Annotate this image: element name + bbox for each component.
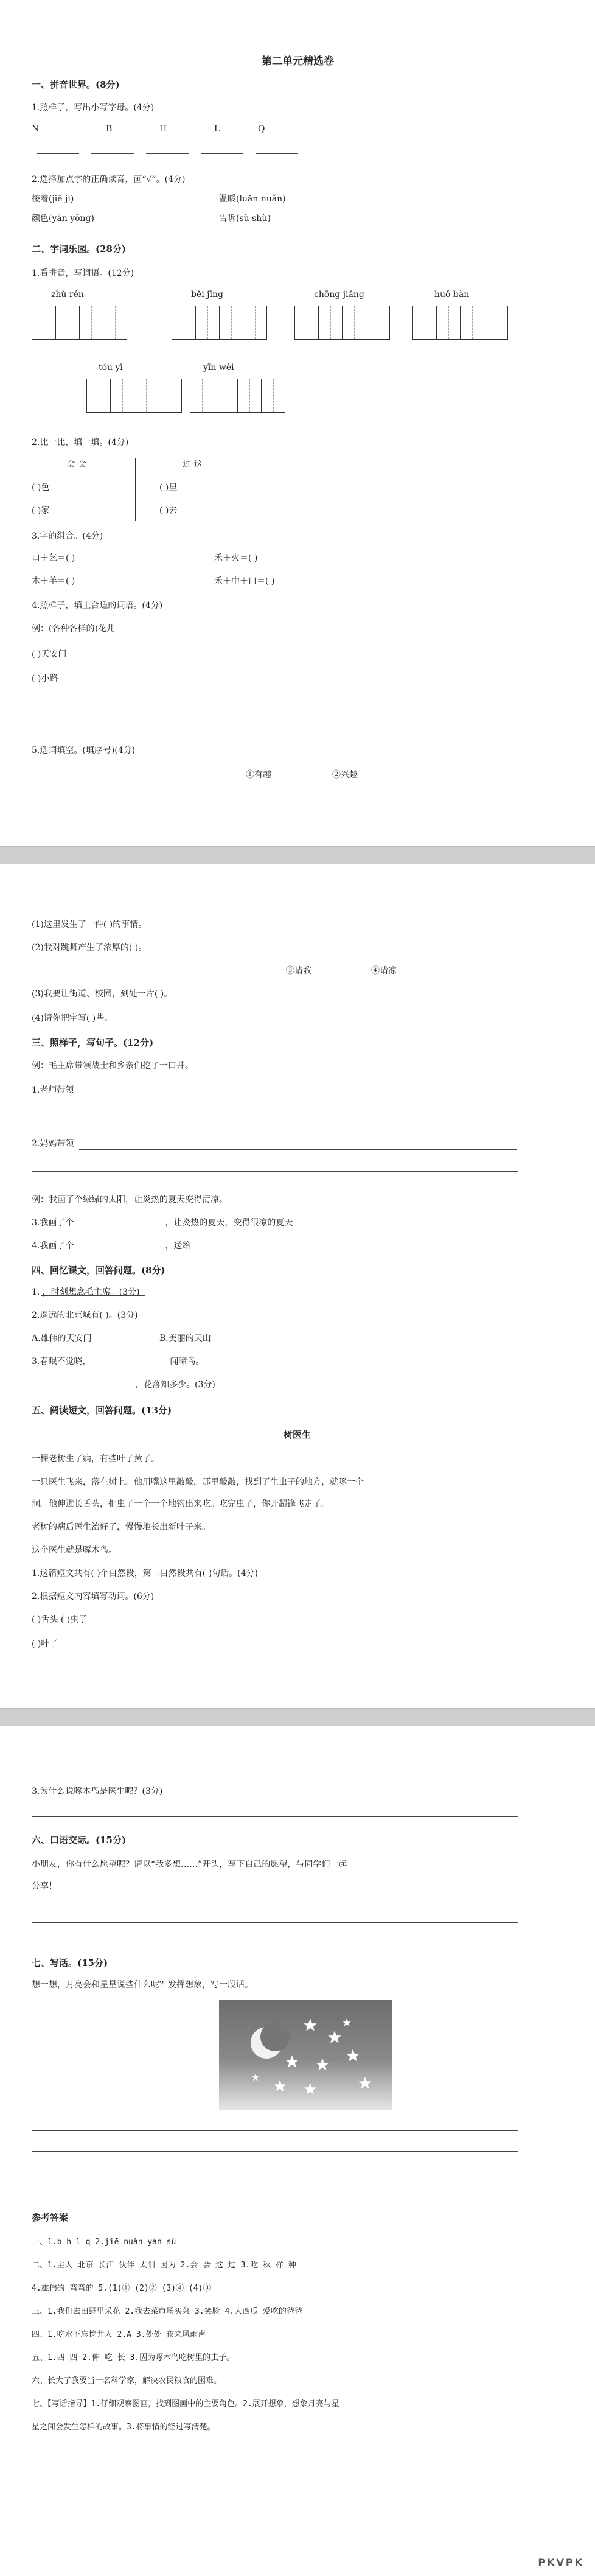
pinyin-choice[interactable]: 温暖(luǎn nuǎn) xyxy=(219,194,286,204)
poem-line: 闻啼鸟。 xyxy=(170,1357,204,1367)
fill-sentence[interactable]: (2)我对跳舞产生了浓厚的( )。 xyxy=(32,943,147,953)
phrase-fill[interactable]: ( )天安门 xyxy=(32,649,67,659)
section-6-heading: 六、口语交际。(15分) xyxy=(32,1835,127,1846)
compare-fill[interactable]: ( )去 xyxy=(159,506,178,516)
write-prompt: 2.妈妈带领 xyxy=(32,1139,74,1149)
poem-line: ，花落知多少。(3分) xyxy=(135,1380,215,1390)
cap-letter: L xyxy=(214,124,220,134)
answer-line[interactable] xyxy=(201,153,243,154)
story-paragraph: 这个医生就是啄木鸟。 xyxy=(32,1545,117,1555)
answer-line[interactable] xyxy=(32,1922,518,1923)
write-prompt xyxy=(32,1239,288,1251)
page-title: 第二单元精选卷 xyxy=(262,55,334,68)
word-option: ②兴趣 xyxy=(332,770,358,780)
story-paragraph: 一棵老树生了病，有些叶子黄了。 xyxy=(32,1454,159,1464)
word-option: ④请凉 xyxy=(371,966,397,976)
choice-option-a[interactable]: A.雄伟的天安门 xyxy=(32,1334,92,1343)
answer-blank[interactable] xyxy=(32,1381,135,1390)
pinyin-label: chōng jiǎng xyxy=(314,290,364,299)
watermark-logo: PKVPK xyxy=(538,2557,584,2568)
answer-blank[interactable] xyxy=(74,1219,165,1228)
phrase-fill[interactable]: ( )小路 xyxy=(32,674,58,684)
recall-question xyxy=(32,1378,215,1390)
cap-letter: Q xyxy=(258,124,265,134)
word-option: ③请教 xyxy=(286,966,311,976)
answer-line-text: 二、1.主人 北京 长江 伙伴 太阳 因为 2.会 会 这 过 3.吃 秋 样 种 xyxy=(32,2261,296,2270)
q7-text: 5.选词填空。(填序号)(4分) xyxy=(32,746,136,755)
story-title: 树医生 xyxy=(284,1429,311,1440)
oral-prompt: 分享！ xyxy=(32,1881,57,1891)
write-prefix: 4.我画了个 xyxy=(32,1241,74,1251)
page-separator xyxy=(0,846,595,864)
write-prompt: 1.老师带领 xyxy=(32,1085,74,1095)
recall-question: 2.遥远的北京城有( )。(3分) xyxy=(32,1311,138,1320)
pinyin-label: tóu yī xyxy=(99,363,123,373)
answer-line[interactable] xyxy=(32,1816,518,1817)
compare-fill[interactable]: ( )色 xyxy=(32,483,50,492)
verb-fill[interactable]: ( )舌头 ( )虫子 xyxy=(32,1615,88,1625)
page-1 xyxy=(0,0,595,846)
write-prompt xyxy=(32,1216,293,1228)
tian-grid[interactable] xyxy=(86,379,182,413)
pinyin-choice[interactable]: 告诉(sù shù) xyxy=(219,214,271,223)
writing-prompt-text: 想一想，月亮会和星星说些什么呢？发挥想象，写一段话。 xyxy=(32,1980,253,1990)
answer-line-text: 四、1.吃水不忘挖井人 2.A 3.处处 夜来风雨声 xyxy=(32,2330,206,2339)
pinyin-label: zhǔ rén xyxy=(51,290,84,299)
combine-fill[interactable]: 禾＋火＝( ) xyxy=(214,553,258,563)
compare-head-left: 会 会 xyxy=(67,460,87,469)
q3-text: 1.看拼音，写词语。(12分) xyxy=(32,268,134,278)
moon-stars-picture xyxy=(219,2000,392,2110)
fill-sentence[interactable]: (3)我要让街道、校园，到处一片( )。 xyxy=(32,989,173,999)
pinyin-label: huǒ bàn xyxy=(434,290,470,299)
pinyin-label: yīn wèi xyxy=(203,363,234,373)
pinyin-choice[interactable]: 接着(jiē jì) xyxy=(32,194,74,204)
moon-stars-illustration xyxy=(219,2000,392,2110)
answer-blank[interactable] xyxy=(91,1358,170,1367)
tian-grid[interactable] xyxy=(190,379,285,413)
answer-key-title: 参考答案 xyxy=(32,2212,69,2223)
q4-text: 2.比一比，填一填。(4分) xyxy=(32,438,129,447)
choice-option-b[interactable]: B.美丽的天山 xyxy=(159,1334,211,1343)
fill-sentence[interactable]: (1)这里发生了一件( )的事情。 xyxy=(32,920,147,929)
section-1-heading: 一、拼音世界。(8分) xyxy=(32,79,120,90)
story-paragraph: 老树的病后医生治好了，慢慢地长出新叶子来。 xyxy=(32,1522,211,1532)
cap-letter: B xyxy=(106,124,113,134)
combine-fill[interactable]: 口＋乞＝( ) xyxy=(32,553,75,563)
answer-line[interactable] xyxy=(37,153,79,154)
recall-question: 1. ，时刻想念毛主席。(3分) xyxy=(32,1287,140,1297)
pinyin-choice[interactable]: 颜色(yán yōng) xyxy=(32,214,94,223)
compare-fill[interactable]: ( )家 xyxy=(32,506,50,516)
answer-line-text: 一、1.b h l q 2.jiē nuǎn yán sù xyxy=(32,2238,176,2247)
combine-fill[interactable]: 木＋羊＝( ) xyxy=(32,576,75,586)
fill-sentence[interactable]: (4)请你把字写( )些。 xyxy=(32,1013,113,1023)
example-text: 例：毛主席带领战士和乡亲们挖了一口井。 xyxy=(32,1061,193,1071)
combine-fill[interactable]: 禾＋中＋口＝( ) xyxy=(214,576,275,586)
section-5-heading: 五、阅读短文，回答问题。(13分) xyxy=(32,1405,172,1416)
poem-line: 3.春眠不觉晓， xyxy=(32,1357,91,1367)
section-2-heading: 二、字词乐园。(28分) xyxy=(32,243,127,254)
cap-letter: H xyxy=(159,124,167,134)
answer-line[interactable] xyxy=(32,2151,518,2152)
q2-text: 2.选择加点字的正确读音，画“√”。(4分) xyxy=(32,175,186,184)
pinyin-label: běi jīng xyxy=(191,290,223,299)
answer-line[interactable] xyxy=(32,1171,518,1172)
cap-letter: N xyxy=(32,124,40,134)
story-paragraph: 一只医生飞来，落在树上。他用嘴这里敲敲，那里敲敲，找到了生虫子的地方，就啄一个 xyxy=(32,1477,364,1487)
example-text: 例：(各种各样的)花儿 xyxy=(32,624,115,634)
section-3-heading: 三、照样子，写句子。(12分) xyxy=(32,1037,154,1048)
answer-line[interactable] xyxy=(79,1149,517,1150)
tian-grid[interactable] xyxy=(172,306,267,340)
q5-text: 3.字的组合。(4分) xyxy=(32,531,103,541)
answer-blank[interactable] xyxy=(190,1242,288,1251)
answer-line-text: 4.雄伟的 弯弯的 5.(1)① (2)② (3)④ (4)③ xyxy=(32,2284,211,2293)
compare-head-right: 过 这 xyxy=(183,460,203,469)
tian-grid[interactable] xyxy=(412,306,508,340)
compare-divider xyxy=(135,458,136,521)
answer-line[interactable] xyxy=(256,153,298,154)
q6-text: 4.照样子，填上合适的词语。(4分) xyxy=(32,601,163,611)
answer-line-text: 三、1.我们去田野里采花 2.我去菜市场买菜 3.笑脸 4.大西瓜 爱吃的爸爸 xyxy=(32,2307,302,2316)
answer-line[interactable] xyxy=(32,2130,518,2131)
answer-line[interactable] xyxy=(146,153,189,154)
answer-line[interactable] xyxy=(91,153,134,154)
page-separator xyxy=(0,1708,595,1726)
writing-prompt-visible xyxy=(32,1978,253,1990)
answer-blank[interactable] xyxy=(74,1242,165,1251)
story-paragraph: 洞。他伸进长舌头，把虫子一个一个地钩出来吃。吃完虫子，你开超锋飞走了。 xyxy=(32,1499,330,1509)
reading-question: 3.为什么说啄木鸟是医生呢？(3分) xyxy=(32,1787,163,1796)
oral-prompt: 小朋友，你有什么愿望呢？请以“我多想……”开头，写下自己的愿望，与同学们一起 xyxy=(32,1860,347,1869)
answer-line-text: 七、【写话指导】1.仔细观察图画，找到图画中的主要角色。2.展开想象，想象月亮与星 xyxy=(32,2399,339,2409)
word-option: ①有趣 xyxy=(246,770,271,780)
answer-line-text: 六、长大了我要当一名科学家，解决农民粮食的困难。 xyxy=(32,2376,222,2385)
answer-line-text: 星之间会发生怎样的故事。3.将事情的经过写清楚。 xyxy=(32,2423,215,2432)
write-suffix: ，让炎热的夏天，变得很凉的夏天 xyxy=(165,1218,293,1228)
q1-text: 1.照样子，写出小写字母。(4分) xyxy=(32,103,155,113)
answer-line-text: 五、1.四 四 2.伸 吃 长 3.因为啄木鸟吃树里的虫子。 xyxy=(32,2353,235,2362)
section-7-heading: 七、写话。(15分) xyxy=(32,1958,108,1969)
tian-grid[interactable] xyxy=(294,306,390,340)
section-4-heading: 四、回忆课文，回答问题。(8分) xyxy=(32,1265,165,1276)
write-suffix: ，送给 xyxy=(165,1241,191,1251)
reading-question: 2.根据短文内容填写动词。(6分) xyxy=(32,1592,155,1601)
example-text: 例：我画了个绿绿的太阳，让炎热的夏天变得清凉。 xyxy=(32,1195,228,1205)
recall-question xyxy=(32,1355,204,1367)
write-prefix: 3.我画了个 xyxy=(32,1218,74,1228)
tian-grid[interactable] xyxy=(32,306,127,340)
verb-fill[interactable]: ( )叶子 xyxy=(32,1639,58,1649)
reading-question[interactable]: 1.这篇短文共有( )个自然段，第二自然段共有( )句话。(4分) xyxy=(32,1569,258,1578)
compare-fill[interactable]: ( )里 xyxy=(159,483,178,492)
